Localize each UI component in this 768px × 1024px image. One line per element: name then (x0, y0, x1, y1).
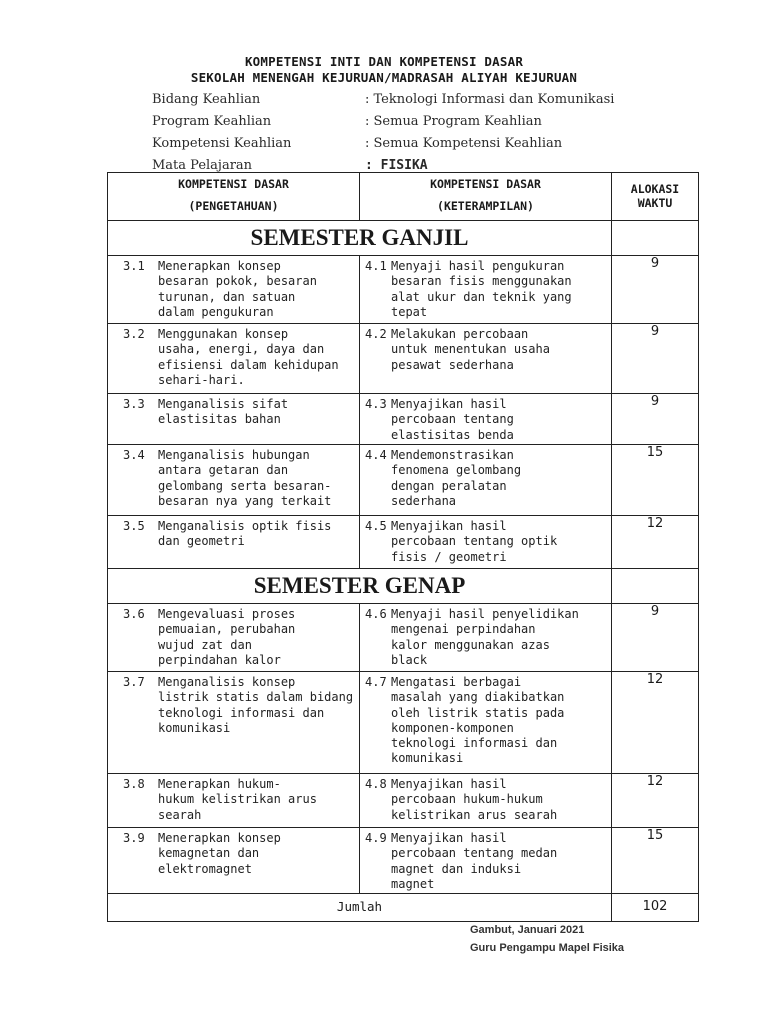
table-row (108, 324, 699, 394)
table-row (108, 672, 699, 774)
kd-text-line: Mengatasi berbagai (391, 675, 522, 689)
alokasi-waktu-cell: 9 (612, 604, 699, 672)
meta-value: : Semua Kompetensi Keahlian (365, 136, 563, 151)
meta-label: Kompetensi Keahlian (152, 136, 292, 151)
kd-number: 4.2 (365, 327, 387, 341)
kd-text-line: sehari-hari. (158, 372, 245, 387)
kd-number: 4.5 (365, 519, 387, 533)
kd-number: 4.4 (365, 448, 387, 462)
kd-number: 3.4 (123, 448, 145, 462)
kd-text-line: magnet (391, 876, 435, 891)
kd-text-line: percobaan hukum-hukum (391, 792, 543, 807)
kd-number: 3.7 (123, 675, 145, 689)
kd-text-line: pemuaian, perubahan (158, 622, 296, 637)
kd-number: 4.7 (365, 675, 387, 689)
alokasi-waktu-cell: 12 (612, 672, 699, 774)
kd-text-line: Mengevaluasi proses (158, 607, 296, 621)
kd-text-line: Menganalisis optik fisis (158, 519, 332, 533)
kd-text-line: Menerapkan hukum- (158, 777, 281, 791)
meta-row-bidang (152, 92, 652, 112)
semester-ganjil-row (108, 221, 699, 256)
kd-text-line: Menggunakan konsep (158, 327, 289, 341)
kd-pengetahuan-cell (108, 445, 360, 516)
kd-number: 3.2 (123, 327, 145, 341)
kd-text-line: teknologi informasi dan (158, 705, 325, 720)
kd-text-line: hukum kelistrikan arus (158, 792, 317, 807)
kd-text-line: Mendemonstrasikan (391, 448, 514, 462)
total-value: 102 (612, 894, 699, 922)
kd-pengetahuan-cell (108, 256, 360, 324)
kd-text-line: untuk menentukan usaha (391, 342, 550, 357)
kd-text-line: Menyaji hasil penyelidikan (391, 607, 579, 621)
kd-text-line: Menganalisis hubungan (158, 448, 310, 462)
total-label: Jumlah (108, 894, 612, 922)
kd-number: 4.6 (365, 607, 387, 621)
alokasi-waktu-cell: 9 (612, 256, 699, 324)
kd-text-line: komponen-komponen (391, 720, 514, 735)
kd-text-line: wujud zat dan (158, 637, 252, 652)
kd-text-line: efisiensi dalam kehidupan (158, 357, 339, 372)
kd-text-line: kelistrikan arus searah (391, 807, 558, 822)
kd-table (107, 172, 699, 922)
kd-text-line: elastisitas benda (391, 427, 514, 442)
meta-label: Mata Pelajaran (152, 158, 253, 173)
kd-text-line: percobaan tentang optik (391, 534, 558, 549)
kd-text-line: besaran pokok, besaran (158, 274, 317, 289)
kd-number: 4.9 (365, 831, 387, 845)
kd-text-line: gelombang serta besaran- (158, 478, 332, 493)
table-row (108, 256, 699, 324)
semester-empty-cell (612, 569, 699, 604)
kd-text-line: alat ukur dan teknik yang (391, 289, 572, 304)
kd-text-line: tepat (391, 304, 428, 319)
kd-text-line: Menyajikan hasil (391, 397, 507, 411)
signature-place-date: Gambut, Januari 2021 (470, 924, 585, 936)
kd-keterampilan-cell (360, 828, 612, 894)
meta-block (152, 92, 652, 172)
kd-text-line: percobaan tentang (391, 412, 514, 427)
kd-number: 3.1 (123, 259, 145, 273)
kd-text-line: Menyajikan hasil (391, 777, 507, 791)
doc-title-line2: SEKOLAH MENENGAH KEJURUAN/MADRASAH ALIYAH KEJURUAN (190, 70, 578, 85)
table-row (108, 394, 699, 445)
signature-role: Guru Pengampu Mapel Fisika (470, 942, 625, 954)
kd-text-line: kemagnetan dan (158, 846, 260, 861)
kd-text-line: usaha, energi, daya dan (158, 342, 325, 357)
alokasi-waktu-cell: 9 (612, 324, 699, 394)
kd-pengetahuan-cell (108, 394, 360, 445)
kd-text-line: Menganalisis konsep (158, 675, 296, 689)
kd-pengetahuan-cell (108, 672, 360, 774)
kd-pengetahuan-cell (108, 516, 360, 569)
kd-text-line: sederhana (391, 493, 457, 508)
kd-text-line: antara getaran dan (158, 463, 289, 478)
kd-keterampilan-cell (360, 604, 612, 672)
total-row (108, 894, 699, 922)
kd-keterampilan-cell (360, 516, 612, 569)
kd-text-line: komunikasi (391, 751, 464, 766)
kd-text-line: Menyaji hasil pengukuran (391, 259, 565, 273)
kd-text-line: listrik statis dalam bidang (158, 690, 354, 705)
kd-text-line: Menerapkan konsep (158, 259, 281, 273)
kd-text-line: Menerapkan konsep (158, 831, 281, 845)
col-header-keterampilan: KOMPETENSI DASAR (KETERAMPILAN) (360, 173, 612, 221)
meta-value: : Semua Program Keahlian (365, 114, 542, 129)
kd-text-line: elastisitas bahan (158, 412, 281, 427)
kd-number: 3.3 (123, 397, 145, 411)
kd-keterampilan-cell (360, 774, 612, 828)
kd-text-line: besaran nya yang terkait (158, 493, 332, 508)
kd-number: 3.8 (123, 777, 145, 791)
kd-text-line: Melakukan percobaan (391, 327, 529, 341)
kd-text-line: komunikasi (158, 720, 231, 735)
kd-keterampilan-cell (360, 256, 612, 324)
kd-text-line: searah (158, 807, 202, 822)
semester-title: SEMESTER GANJIL (108, 221, 612, 256)
table-row (108, 516, 699, 569)
table-row (108, 774, 699, 828)
kd-keterampilan-cell (360, 324, 612, 394)
doc-title-line1: KOMPETENSI INTI DAN KOMPETENSI DASAR (244, 54, 524, 69)
kd-number: 4.8 (365, 777, 387, 791)
kd-pengetahuan-cell (108, 828, 360, 894)
kd-text-line: pesawat sederhana (391, 357, 514, 372)
kd-keterampilan-cell (360, 394, 612, 445)
alokasi-waktu-cell: 12 (612, 516, 699, 569)
table-header-row (108, 173, 699, 221)
kd-text-line: fenomena gelombang (391, 463, 522, 478)
alokasi-waktu-cell: 15 (612, 445, 699, 516)
kd-text-line: elektromagnet (158, 861, 252, 876)
col-header-pengetahuan: KOMPETENSI DASAR (PENGETAHUAN) (108, 173, 360, 221)
meta-value: : FISIKA (365, 158, 428, 173)
meta-value: : Teknologi Informasi dan Komunikasi (365, 92, 615, 107)
table-row (108, 828, 699, 894)
kd-text-line: perpindahan kalor (158, 652, 281, 667)
kd-number: 3.6 (123, 607, 145, 621)
kd-pengetahuan-cell (108, 774, 360, 828)
kd-text-line: besaran fisis menggunakan (391, 274, 572, 289)
kd-number: 3.9 (123, 831, 145, 845)
kd-text-line: oleh listrik statis pada (391, 705, 565, 720)
kd-text-line: dengan peralatan (391, 478, 507, 493)
kd-number: 3.5 (123, 519, 145, 533)
alokasi-waktu-cell: 12 (612, 774, 699, 828)
alokasi-waktu-cell: 9 (612, 394, 699, 445)
kd-text-line: mengenai perpindahan (391, 622, 536, 637)
kd-text-line: percobaan tentang medan (391, 846, 558, 861)
kd-text-line: dan geometri (158, 534, 245, 549)
kd-text-line: Menganalisis sifat (158, 397, 289, 411)
kd-text-line: Menyajikan hasil (391, 831, 507, 845)
kd-text-line: kalor menggunakan azas (391, 637, 550, 652)
meta-label: Program Keahlian (152, 114, 272, 129)
col-header-alokasi: ALOKASI WAKTU (612, 173, 699, 221)
kd-number: 4.3 (365, 397, 387, 411)
semester-title: SEMESTER GENAP (108, 569, 612, 604)
kd-text-line: dalam pengukuran (158, 304, 274, 319)
kd-text-line: turunan, dan satuan (158, 289, 296, 304)
meta-row-program (152, 114, 652, 134)
kd-text-line: teknologi informasi dan (391, 736, 558, 751)
kd-pengetahuan-cell (108, 324, 360, 394)
meta-label: Bidang Keahlian (152, 92, 261, 107)
kd-text-line: masalah yang diakibatkan (391, 690, 565, 705)
kd-keterampilan-cell (360, 672, 612, 774)
meta-row-kompetensi (152, 136, 652, 156)
table-row (108, 445, 699, 516)
table-row (108, 604, 699, 672)
alokasi-waktu-cell: 15 (612, 828, 699, 894)
kd-text-line: fisis / geometri (391, 549, 507, 564)
semester-empty-cell (612, 221, 699, 256)
kd-text-line: Menyajikan hasil (391, 519, 507, 533)
kd-keterampilan-cell (360, 445, 612, 516)
semester-genap-row (108, 569, 699, 604)
kd-text-line: black (391, 652, 428, 667)
kd-text-line: magnet dan induksi (391, 861, 522, 876)
kd-pengetahuan-cell (108, 604, 360, 672)
kd-number: 4.1 (365, 259, 387, 273)
